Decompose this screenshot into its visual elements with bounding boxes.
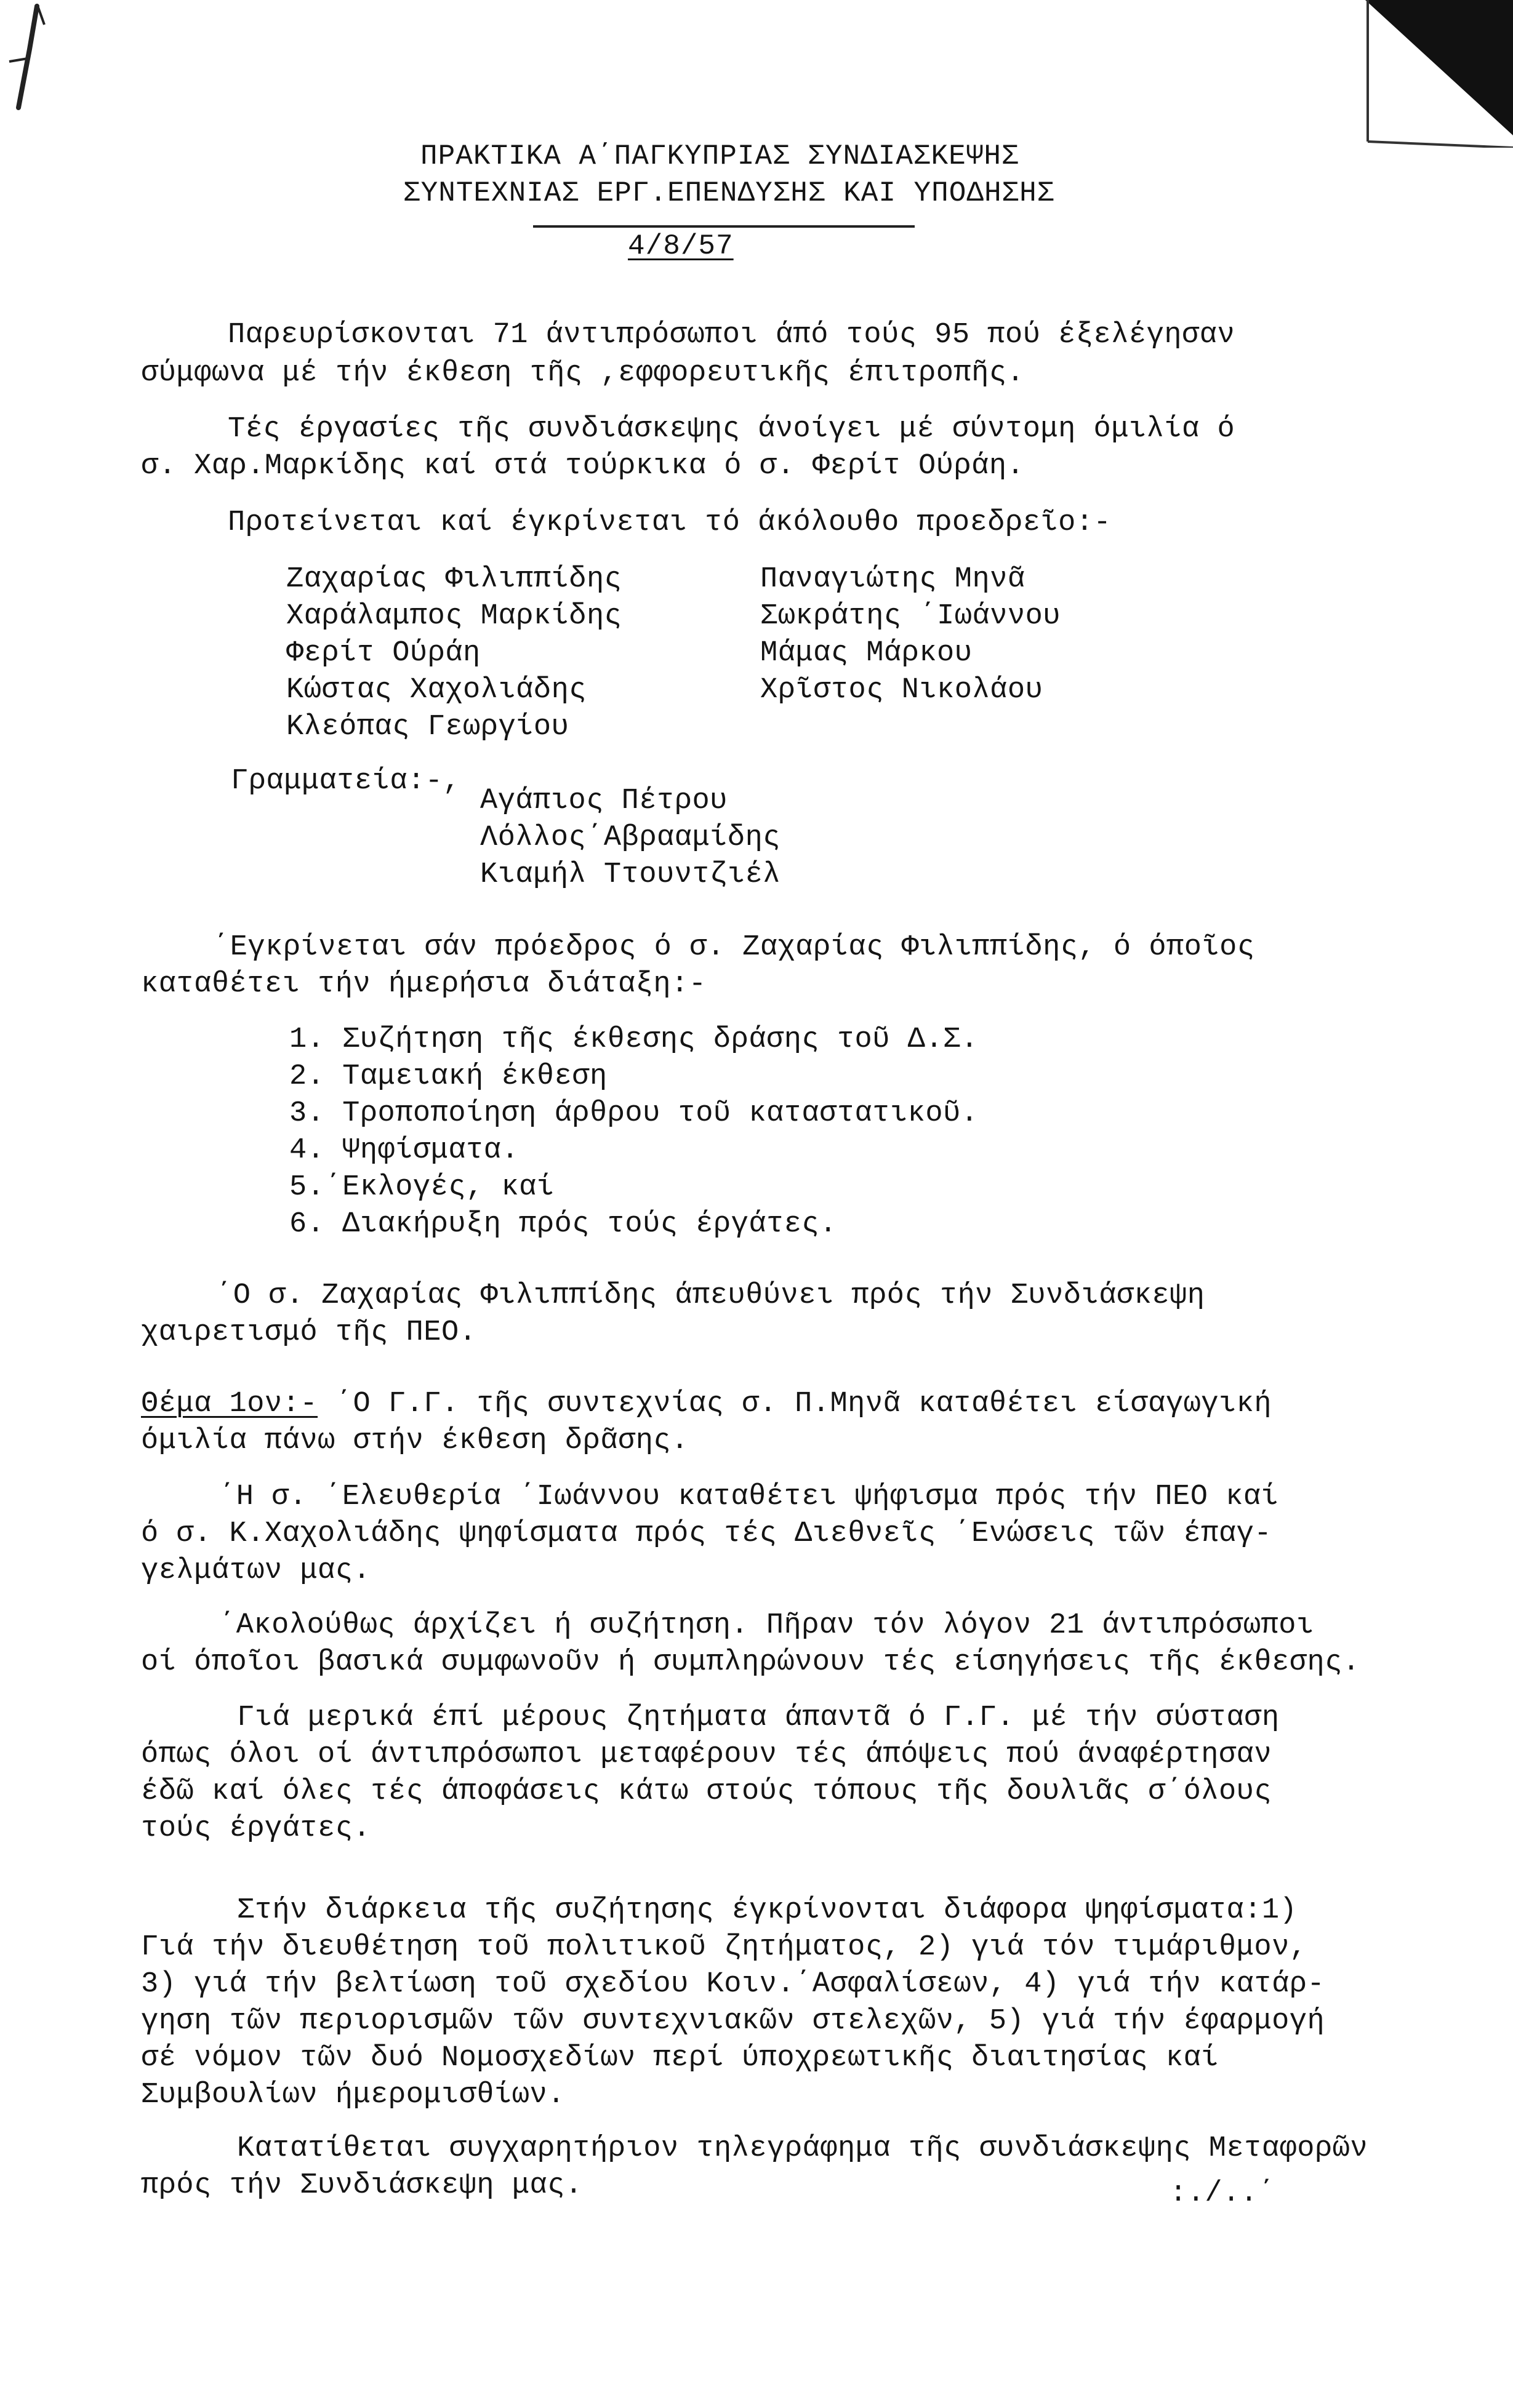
secretariat-member: Λόλλος΄Αβρααμίδης [480, 822, 781, 854]
resolutions-line6: Συμβουλίων ήμερομισθίων. [141, 2079, 565, 2111]
secretariat-member: Κιαμήλ Ττουντζιέλ [480, 858, 781, 891]
agenda-item: 6. Διακήρυξη πρός τούς έργάτες. [289, 1208, 837, 1241]
topic1-p3-line2: οί όποῖοι βασικά συμφωνοῦν ή συμπληρώνουν τές είσηγήσεις τῆς έκθεσης. [141, 1646, 1360, 1679]
resolutions-line2: Γιά τήν διευθέτηση τοῦ πολιτικοῦ ζητήματος, 2) γιά τόν τιμάριθμον, [141, 1931, 1307, 1964]
topic1-p2-line2: ό σ. Κ.Χαχολιάδης ψηφίσματα πρός τές Διεθνεῖς ΄Ενώσεις τῶν έπαγ- [141, 1518, 1272, 1550]
chair-line1: ΄Εγκρίνεται σάν πρόεδρος ό σ. Ζαχαρίας Φιλιππίδης, ό όποῖος [212, 931, 1255, 964]
secretariat-member: Αγάπιος Πέτρου [480, 785, 728, 817]
continuation-mark: :./..΄ [1170, 2177, 1276, 2210]
topic1-label: Θέμα 1ον:- [141, 1388, 318, 1420]
resolutions-line3: 3) γιά τήν βελτίωση τοῦ σχεδίου Κοιν.΄Ασφαλίσεων, 4) γιά τήν κατάρ- [141, 1968, 1325, 2001]
agenda-item: 1. Συζήτηση τῆς έκθεσης δράσης τοῦ Δ.Σ. [289, 1023, 979, 1056]
presidium-member: Μάμας Μάρκου [760, 637, 973, 670]
intro-p1-line2: σύμφωνα μέ τήν έκθεση τῆς ,εφφορευτικῆς έπιτροπῆς. [141, 357, 1025, 390]
intro-p2-line2: σ. Χαρ.Μαρκίδης καί στά τούρκικα ό σ. Φερίτ Ούράη. [141, 450, 1025, 482]
presidium-member: Χαράλαμπος Μαρκίδης [286, 600, 622, 633]
resolutions-line5: σέ νόμον τῶν δυό Νομοσχεδίων περί ύποχρεωτικῆς διαιτησίας καί [141, 2042, 1219, 2074]
presidium-member: Ζαχαρίας Φιλιππίδης [286, 563, 622, 596]
intro-p2-line1: Τές έργασίες τῆς συνδιάσκεψης άνοίγει μέ σύντομη όμιλία ό [228, 413, 1235, 446]
resolutions-line4: γηση τῶν περιορισμῶν τῶν συντεχνιακῶν στελεχῶν, 5) γιά τήν έφαρμογή [141, 2005, 1325, 2038]
resolutions-line1: Στήν διάρκεια τῆς συζήτησης έγκρίνονται διάφορα ψηφίσματα:1) [237, 1894, 1298, 1927]
topic1-p4-line3: έδῶ καί όλες τές άποφάσεις κάτω στούς τόπους τῆς δουλιᾶς σ΄όλους [141, 1775, 1272, 1808]
agenda-item: 4. Ψηφίσματα. [289, 1134, 520, 1167]
document-title-line2: ΣΥΝΤΕΧΝΙΑΣ ΕΡΓ.ΕΠΕΝΔΥΣΗΣ ΚΑΙ ΥΠΟΔΗΣΗΣ [403, 177, 1055, 209]
topic1-line2: όμιλία πάνω στήν έκθεση δρᾶσης. [141, 1425, 689, 1457]
scan-mark-icon [0, 0, 55, 117]
topic1-p2-line1: ΄Η σ. ΄Ελευθερία ΄Ιωάννου καταθέτει ψήφισμα πρός τήν ΠΕΟ καί [219, 1481, 1279, 1513]
presidium-member: Φερίτ Ούράη [286, 637, 481, 670]
greeting-line2: χαιρετισμό τῆς ΠΕΟ. [141, 1316, 477, 1349]
presidium-member: Κώστας Χαχολιάδης [286, 674, 587, 706]
chair-line2: καταθέτει τήν ήμερήσια διάταξη:- [141, 968, 707, 1001]
closing-line1: Κατατίθεται συγχαρητήριον τηλεγράφημα τῆς συνδιάσκεψης Μεταφορῶν [237, 2132, 1368, 2165]
topic1-p4-line4: τούς έργάτες. [141, 1812, 371, 1845]
document-date: 4/8/57 [628, 230, 734, 262]
secretariat-label: Γραμματεία:-, [231, 765, 461, 798]
topic1-p4-line2: όπως όλοι οί άντιπρόσωποι μεταφέρουν τές άπόψεις πού άναφέρτησαν [141, 1738, 1272, 1771]
topic1-p4-line1: Γιά μερικά έπί μέρους ζητήματα άπαντᾶ ό Γ.Γ. μέ τήν σύσταση [237, 1702, 1280, 1734]
topic1-p3-line1: ΄Ακολούθως άρχίζει ή συζήτηση. Πῆραν τόν λόγον 21 άντιπρόσωποι [219, 1609, 1314, 1642]
agenda-item: 3. Τροποποίηση άρθρου τοῦ καταστατικοῦ. [289, 1097, 979, 1130]
presidium-member: Παναγιώτης Μηνᾶ [760, 563, 1025, 596]
topic1-p2-line3: γελμάτων μας. [141, 1554, 371, 1587]
topic1-line1: ΄Ο Γ.Γ. τῆς συντεχνίας σ. Π.Μηνᾶ καταθέτει είσαγωγική [318, 1388, 1272, 1420]
agenda-item: 2. Ταμειακή έκθεση [289, 1060, 608, 1093]
folded-corner-mark [1365, 0, 1513, 148]
presidium-member: Σωκράτης ΄Ιωάννου [760, 600, 1061, 633]
presidium-member: Κλεόπας Γεωργίου [286, 711, 569, 743]
presidium-member: Χρῖστος Νικολάου [760, 674, 1043, 706]
intro-p1-line1: Παρευρίσκονται 71 άντιπρόσωποι άπό τούς 95 πού έξελέγησαν [228, 319, 1235, 351]
agenda-item: 5.΄Εκλογές, καί [289, 1171, 555, 1204]
closing-line2: πρός τήν Συνδιάσκεψη μας. [141, 2169, 583, 2202]
greeting-line1: ΄Ο σ. Ζαχαρίας Φιλιππίδης άπευθύνει πρός τήν Συνδιάσκεψη [215, 1279, 1205, 1312]
intro-p3: Προτείνεται καί έγκρίνεται τό άκόλουθο προεδρεῖο:- [228, 506, 1112, 539]
document-title-line1: ΠΡΑΚΤΙΚΑ Α΄ΠΑΓΚΥΠΡΙΑΣ ΣΥΝΔΙΑΣΚΕΨΗΣ [420, 140, 1019, 172]
